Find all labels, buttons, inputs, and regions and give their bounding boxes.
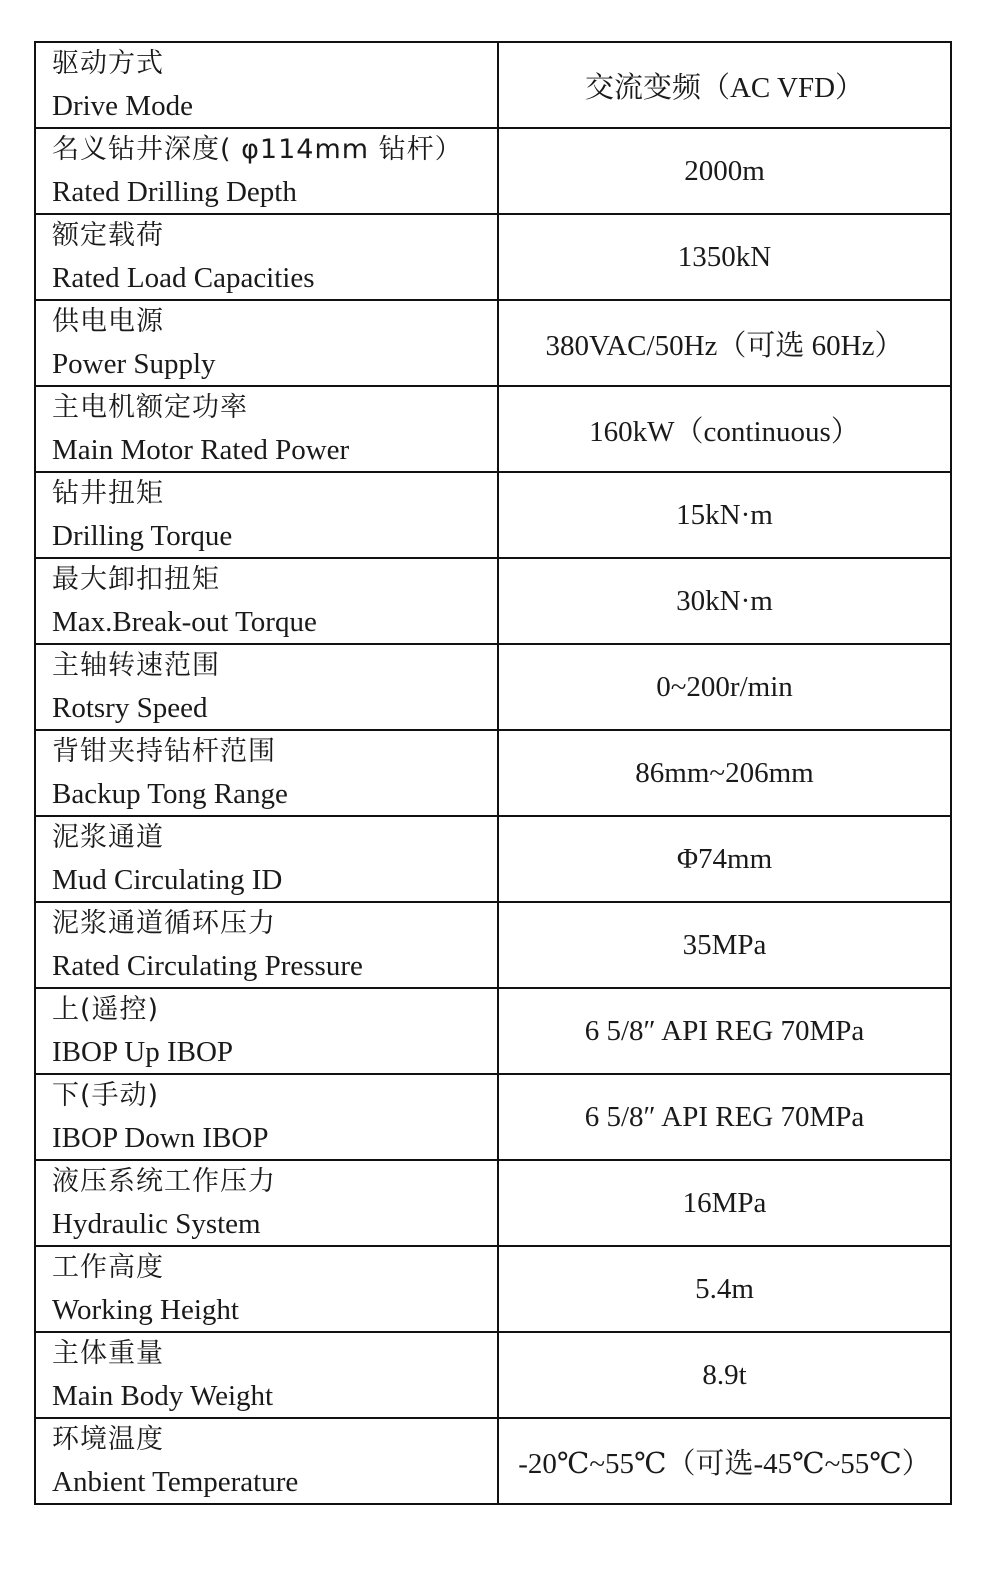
table-row <box>35 1332 951 1418</box>
spec-value: 86mm~206mm <box>635 756 814 789</box>
spec-label-zh: 下(手动) <box>52 1080 160 1111</box>
spec-label-en: Rated Circulating Pressure <box>52 950 363 982</box>
spec-value: 35MPa <box>682 928 767 961</box>
spec-label-cell <box>35 300 498 386</box>
spec-value-cell <box>498 386 951 472</box>
spec-label-en: Working Height <box>52 1294 239 1326</box>
spec-label-zh: 上(遥控) <box>52 994 160 1025</box>
spec-label-zh: 泥浆通道循环压力 <box>52 908 276 939</box>
table-row <box>35 386 951 472</box>
spec-label-zh: 主电机额定功率 <box>52 392 248 423</box>
spec-value: 16MPa <box>682 1186 767 1219</box>
spec-label-cell <box>35 1160 498 1246</box>
spec-value-cell <box>498 300 951 386</box>
spec-label-zh: 环境温度 <box>52 1424 164 1455</box>
spec-value: 1350kN <box>677 240 772 273</box>
spec-value-cell <box>498 644 951 730</box>
spec-label-cell <box>35 128 498 214</box>
spec-label-en: Drive Mode <box>52 90 193 122</box>
spec-label-en: Max.Break-out Torque <box>52 606 317 638</box>
table-row <box>35 1074 951 1160</box>
table-row <box>35 1160 951 1246</box>
table-row <box>35 472 951 558</box>
spec-value-cell <box>498 472 951 558</box>
spec-value-cell <box>498 988 951 1074</box>
spec-value: 380VAC/50Hz（可选 60Hz） <box>545 329 904 362</box>
spec-value: 6 5/8″ API REG 70MPa <box>584 1100 865 1133</box>
spec-label-cell <box>35 902 498 988</box>
spec-label-en: Rated Load Capacities <box>52 262 315 294</box>
spec-label-en: Drilling Torque <box>52 520 233 552</box>
spec-label-en: IBOP Down IBOP <box>52 1122 269 1154</box>
spec-value-cell <box>498 1418 951 1504</box>
table-row <box>35 816 951 902</box>
spec-label-zh: 额定载荷 <box>52 220 164 251</box>
table-row <box>35 1246 951 1332</box>
spec-value: Φ74mm <box>676 842 773 875</box>
spec-label-en: Rotsry Speed <box>52 692 208 724</box>
spec-value: -20℃~55℃（可选-45℃~55℃） <box>518 1447 931 1480</box>
spec-label-zh: 驱动方式 <box>52 48 164 79</box>
table-row <box>35 730 951 816</box>
spec-label-zh: 背钳夹持钻杆范围 <box>52 736 276 767</box>
spec-label-cell <box>35 730 498 816</box>
spec-label-cell <box>35 816 498 902</box>
spec-value-cell <box>498 1332 951 1418</box>
table-row <box>35 42 951 128</box>
spec-value: 0~200r/min <box>656 670 793 703</box>
spec-value-cell <box>498 1160 951 1246</box>
spec-value-cell <box>498 214 951 300</box>
spec-label-cell <box>35 1418 498 1504</box>
spec-label-cell <box>35 988 498 1074</box>
spec-label-en: Hydraulic System <box>52 1208 261 1240</box>
spec-value-cell <box>498 902 951 988</box>
spec-label-cell <box>35 42 498 128</box>
spec-label-en: Main Body Weight <box>52 1380 274 1412</box>
spec-label-cell <box>35 386 498 472</box>
spec-label-cell <box>35 472 498 558</box>
spec-label-zh: 工作高度 <box>52 1252 164 1283</box>
spec-value-cell <box>498 730 951 816</box>
spec-label-zh: 最大卸扣扭矩 <box>52 564 220 595</box>
table-row <box>35 214 951 300</box>
spec-label-zh: 供电电源 <box>52 306 164 337</box>
spec-label-zh: 主体重量 <box>52 1338 164 1369</box>
spec-label-zh: 钻井扭矩 <box>52 478 164 509</box>
spec-value: 交流变频（AC VFD） <box>584 71 865 104</box>
spec-label-en: Mud Circulating ID <box>52 864 283 896</box>
spec-value-cell <box>498 128 951 214</box>
table-row <box>35 1418 951 1504</box>
spec-value: 6 5/8″ API REG 70MPa <box>584 1014 865 1047</box>
spec-value: 5.4m <box>695 1272 754 1305</box>
spec-label-cell <box>35 644 498 730</box>
spec-label-en: Power Supply <box>52 348 216 380</box>
spec-label-zh: 主轴转速范围 <box>52 650 220 681</box>
spec-value: 160kW（continuous） <box>589 415 860 448</box>
table-row <box>35 128 951 214</box>
spec-value: 30kN·m <box>676 584 773 617</box>
spec-label-zh: 液压系统工作压力 <box>52 1166 276 1197</box>
spec-label-zh: 泥浆通道 <box>52 822 164 853</box>
spec-label-en: Anbient Temperature <box>52 1466 299 1498</box>
table-row <box>35 988 951 1074</box>
spec-label-en: IBOP Up IBOP <box>52 1036 234 1068</box>
spec-value-cell <box>498 42 951 128</box>
spec-value-cell <box>498 1074 951 1160</box>
spec-label-en: Main Motor Rated Power <box>52 434 350 466</box>
spec-label-cell <box>35 1074 498 1160</box>
table-row <box>35 902 951 988</box>
spec-label-zh: 名义钻井深度( φ114mm 钻杆） <box>52 134 463 165</box>
table-row <box>35 644 951 730</box>
spec-label-cell <box>35 1332 498 1418</box>
spec-label-cell <box>35 214 498 300</box>
spec-value: 8.9t <box>702 1358 747 1391</box>
table-row <box>35 300 951 386</box>
spec-value-cell <box>498 1246 951 1332</box>
spec-label-en: Backup Tong Range <box>52 778 288 810</box>
spec-value-cell <box>498 816 951 902</box>
spec-value-cell <box>498 558 951 644</box>
spec-table <box>34 41 952 1505</box>
spec-label-cell <box>35 1246 498 1332</box>
spec-table-body <box>35 42 951 1504</box>
spec-value: 15kN·m <box>676 498 773 531</box>
spec-label-en: Rated Drilling Depth <box>52 176 297 208</box>
spec-value: 2000m <box>684 154 765 187</box>
spec-label-cell <box>35 558 498 644</box>
table-row <box>35 558 951 644</box>
